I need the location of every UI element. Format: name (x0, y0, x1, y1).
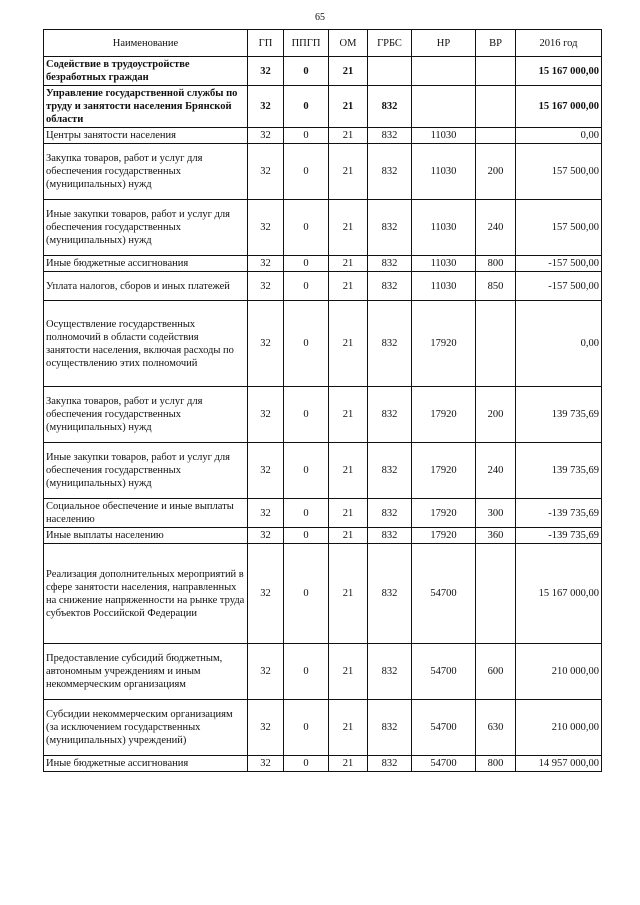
cell-om: 21 (329, 544, 368, 644)
cell-ppgp: 0 (284, 200, 329, 256)
cell-ppgp: 0 (284, 700, 329, 756)
cell-nr: 17920 (412, 499, 476, 528)
cell-gp: 32 (248, 528, 284, 544)
cell-ppgp: 0 (284, 756, 329, 772)
cell-nr: 11030 (412, 272, 476, 301)
cell-name: Центры занятости населения (44, 128, 248, 144)
cell-grbs: 832 (368, 256, 412, 272)
cell-om: 21 (329, 644, 368, 700)
cell-vr: 200 (476, 387, 516, 443)
cell-name: Осуществление государственных полномочий в области содействия занятости населения, включая расходы по осуществлению этих полномочий (44, 301, 248, 387)
cell-grbs: 832 (368, 387, 412, 443)
table-row (44, 544, 602, 644)
cell-grbs (368, 57, 412, 86)
cell-vr: 800 (476, 256, 516, 272)
cell-om: 21 (329, 144, 368, 200)
cell-ppgp: 0 (284, 499, 329, 528)
cell-om: 21 (329, 86, 368, 128)
table-row (44, 443, 602, 499)
cell-grbs: 832 (368, 128, 412, 144)
cell-ppgp: 0 (284, 57, 329, 86)
cell-om: 21 (329, 301, 368, 387)
cell-vr: 360 (476, 528, 516, 544)
budget-table (43, 29, 602, 772)
header-nr: НР (412, 30, 476, 57)
cell-name: Иные закупки товаров, работ и услуг для обеспечения государственных (муниципальных) нужд (44, 443, 248, 499)
cell-gp: 32 (248, 700, 284, 756)
cell-name: Предоставление субсидий бюджетным, автономным учреждениям и иным некоммерческим организациям (44, 644, 248, 700)
cell-ppgp: 0 (284, 272, 329, 301)
cell-nr: 17920 (412, 528, 476, 544)
cell-om: 21 (329, 499, 368, 528)
cell-ppgp: 0 (284, 528, 329, 544)
cell-amount: 210 000,00 (516, 644, 602, 700)
cell-gp: 32 (248, 86, 284, 128)
cell-name: Содействие в трудоустройстве безработных граждан (44, 57, 248, 86)
table-row (44, 128, 602, 144)
cell-nr: 11030 (412, 128, 476, 144)
cell-grbs: 832 (368, 272, 412, 301)
cell-vr: 300 (476, 499, 516, 528)
table-row (44, 86, 602, 128)
header-gp: ГП (248, 30, 284, 57)
cell-name: Реализация дополнительных мероприятий в сфере занятости населения, направленных на снижение напряженности на рынке труда субъектов Российской Федерации (44, 544, 248, 644)
cell-grbs: 832 (368, 499, 412, 528)
cell-gp: 32 (248, 301, 284, 387)
cell-gp: 32 (248, 443, 284, 499)
cell-amount: 157 500,00 (516, 200, 602, 256)
cell-vr: 800 (476, 756, 516, 772)
cell-grbs: 832 (368, 756, 412, 772)
header-name: Наименование (44, 30, 248, 57)
table-row (44, 272, 602, 301)
cell-amount: 15 167 000,00 (516, 544, 602, 644)
cell-amount: -157 500,00 (516, 256, 602, 272)
table-row (44, 57, 602, 86)
table-body (44, 57, 602, 772)
cell-grbs: 832 (368, 144, 412, 200)
cell-nr: 11030 (412, 256, 476, 272)
cell-grbs: 832 (368, 700, 412, 756)
cell-gp: 32 (248, 544, 284, 644)
cell-ppgp: 0 (284, 544, 329, 644)
cell-om: 21 (329, 387, 368, 443)
cell-ppgp: 0 (284, 86, 329, 128)
table-row (44, 499, 602, 528)
cell-amount: 14 957 000,00 (516, 756, 602, 772)
cell-om: 21 (329, 528, 368, 544)
cell-nr: 54700 (412, 756, 476, 772)
table-row (44, 256, 602, 272)
cell-grbs: 832 (368, 200, 412, 256)
cell-grbs: 832 (368, 443, 412, 499)
cell-nr: 54700 (412, 644, 476, 700)
cell-om: 21 (329, 700, 368, 756)
cell-om: 21 (329, 128, 368, 144)
cell-gp: 32 (248, 272, 284, 301)
table-row (44, 387, 602, 443)
table-row (44, 528, 602, 544)
cell-grbs: 832 (368, 644, 412, 700)
cell-vr: 200 (476, 144, 516, 200)
cell-ppgp: 0 (284, 144, 329, 200)
cell-vr (476, 86, 516, 128)
cell-name: Управление государственной службы по труду и занятости населения Брянской области (44, 86, 248, 128)
cell-nr: 54700 (412, 544, 476, 644)
cell-amount: 0,00 (516, 128, 602, 144)
cell-amount: -157 500,00 (516, 272, 602, 301)
header-grbs: ГРБС (368, 30, 412, 57)
header-vr: ВР (476, 30, 516, 57)
cell-ppgp: 0 (284, 301, 329, 387)
table-row (44, 144, 602, 200)
cell-gp: 32 (248, 644, 284, 700)
cell-amount: 139 735,69 (516, 443, 602, 499)
cell-nr (412, 57, 476, 86)
table-header-row (44, 30, 602, 57)
cell-nr: 11030 (412, 144, 476, 200)
cell-amount: -139 735,69 (516, 499, 602, 528)
cell-grbs: 832 (368, 301, 412, 387)
cell-nr: 54700 (412, 700, 476, 756)
cell-name: Закупка товаров, работ и услуг для обеспечения государственных (муниципальных) нужд (44, 144, 248, 200)
cell-nr: 11030 (412, 200, 476, 256)
cell-om: 21 (329, 200, 368, 256)
cell-name: Закупка товаров, работ и услуг для обеспечения государственных (муниципальных) нужд (44, 387, 248, 443)
cell-vr: 600 (476, 644, 516, 700)
cell-gp: 32 (248, 256, 284, 272)
cell-amount: 139 735,69 (516, 387, 602, 443)
cell-vr: 850 (476, 272, 516, 301)
table-row (44, 644, 602, 700)
cell-amount: 210 000,00 (516, 700, 602, 756)
table-row (44, 200, 602, 256)
cell-ppgp: 0 (284, 128, 329, 144)
cell-name: Социальное обеспечение и иные выплаты населению (44, 499, 248, 528)
cell-vr (476, 57, 516, 86)
cell-gp: 32 (248, 200, 284, 256)
cell-om: 21 (329, 256, 368, 272)
cell-om: 21 (329, 57, 368, 86)
cell-vr: 630 (476, 700, 516, 756)
cell-nr: 17920 (412, 301, 476, 387)
cell-vr: 240 (476, 443, 516, 499)
cell-ppgp: 0 (284, 644, 329, 700)
cell-gp: 32 (248, 387, 284, 443)
cell-name: Иные бюджетные ассигнования (44, 756, 248, 772)
header-year: 2016 год (516, 30, 602, 57)
cell-vr (476, 301, 516, 387)
table-row (44, 301, 602, 387)
cell-name: Уплата налогов, сборов и иных платежей (44, 272, 248, 301)
cell-vr (476, 544, 516, 644)
cell-grbs: 832 (368, 86, 412, 128)
table-row (44, 700, 602, 756)
page-number: 65 (315, 12, 325, 23)
cell-name: Иные выплаты населению (44, 528, 248, 544)
cell-name: Иные бюджетные ассигнования (44, 256, 248, 272)
cell-amount: -139 735,69 (516, 528, 602, 544)
table-row (44, 756, 602, 772)
cell-name: Субсидии некоммерческим организациям (за исключением государственных (муниципальных) учреждений) (44, 700, 248, 756)
cell-amount: 15 167 000,00 (516, 57, 602, 86)
cell-amount: 157 500,00 (516, 144, 602, 200)
cell-vr (476, 128, 516, 144)
cell-gp: 32 (248, 756, 284, 772)
cell-gp: 32 (248, 57, 284, 86)
cell-om: 21 (329, 443, 368, 499)
cell-grbs: 832 (368, 528, 412, 544)
cell-ppgp: 0 (284, 387, 329, 443)
cell-vr: 240 (476, 200, 516, 256)
cell-gp: 32 (248, 499, 284, 528)
cell-ppgp: 0 (284, 256, 329, 272)
cell-grbs: 832 (368, 544, 412, 644)
cell-amount: 0,00 (516, 301, 602, 387)
cell-ppgp: 0 (284, 443, 329, 499)
header-om: ОМ (329, 30, 368, 57)
cell-nr (412, 86, 476, 128)
cell-amount: 15 167 000,00 (516, 86, 602, 128)
header-ppgp: ППГП (284, 30, 329, 57)
cell-nr: 17920 (412, 387, 476, 443)
cell-gp: 32 (248, 128, 284, 144)
cell-name: Иные закупки товаров, работ и услуг для обеспечения государственных (муниципальных) нужд (44, 200, 248, 256)
cell-om: 21 (329, 272, 368, 301)
cell-om: 21 (329, 756, 368, 772)
cell-gp: 32 (248, 144, 284, 200)
cell-nr: 17920 (412, 443, 476, 499)
